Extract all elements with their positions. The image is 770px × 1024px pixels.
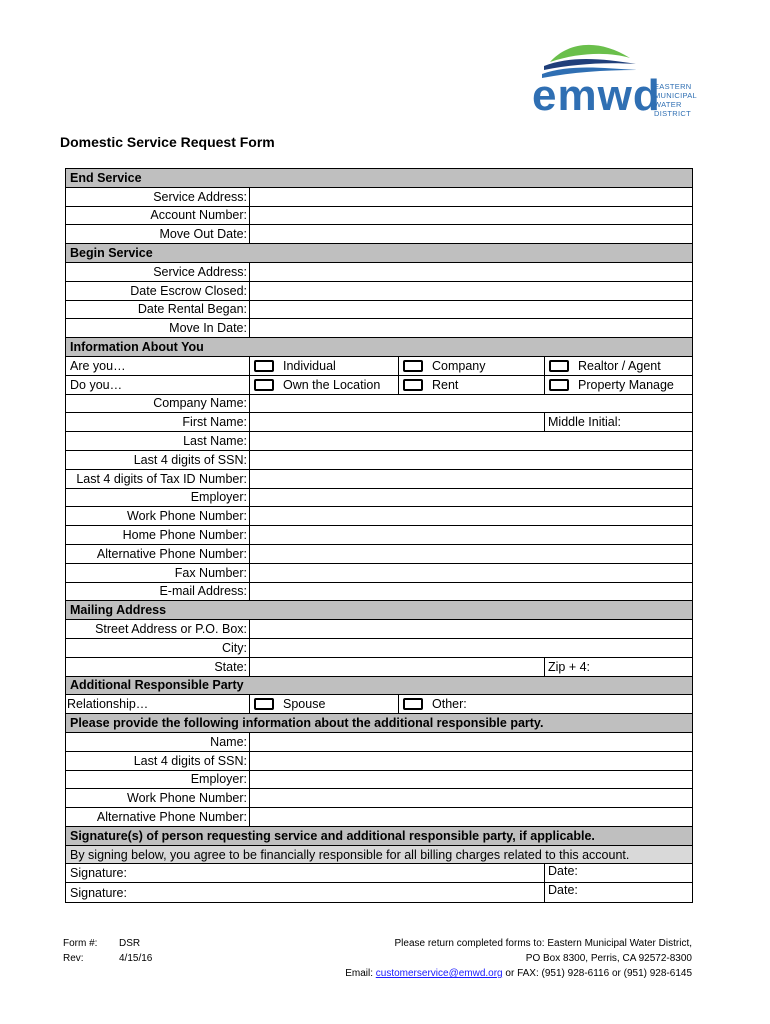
checkbox-icon[interactable] [403,379,423,391]
checkbox-icon[interactable] [403,360,423,372]
signature-header: Signature(s) of person requesting service and additional responsible party, if applicable. [66,827,692,846]
signature-row-1 [66,864,692,883]
field-label: Last 4 digits of SSN: [66,451,250,469]
option-realtor-agent[interactable]: Realtor / Agent [544,357,692,375]
info-header: Information About You [66,338,692,357]
checkbox-icon[interactable] [254,698,274,710]
field-label: Work Phone Number: [66,789,250,807]
field-label: Alternative Phone Number: [66,545,250,563]
first-name-row [66,413,692,432]
field-label: State: [66,658,250,676]
option-rent[interactable]: Rent [398,376,544,394]
resp-name-row [66,733,692,752]
resp-alt-phone-row [66,808,692,827]
field-label: Employer: [66,489,250,507]
checkbox-icon[interactable] [254,379,274,391]
account-number-row [66,207,692,226]
field-label: Last Name: [66,432,250,450]
field-label: Do you… [66,376,250,394]
move-in-date-row [66,319,692,338]
last-name-input[interactable] [250,432,692,450]
mailing-header: Mailing Address [66,601,692,620]
field-label: Service Address: [66,188,250,206]
responsible-subheader: Please provide the following information about the additional responsible party. [66,714,692,733]
alt-phone-input[interactable] [250,545,692,563]
are-you-row [66,357,692,376]
field-label: Date Escrow Closed: [66,282,250,300]
signature-row-2 [66,883,692,902]
resp-employer-input[interactable] [250,771,692,789]
signature-2-field[interactable]: Signature: [70,885,127,900]
move-in-date-input[interactable] [250,319,692,337]
field-label: Fax Number: [66,564,250,582]
end-service-address-row [66,188,692,207]
date-1-field[interactable]: Date: [544,864,692,882]
state-input[interactable] [250,658,544,676]
employer-input[interactable] [250,489,692,507]
field-label: Relationship… [66,695,250,713]
city-row [66,639,692,658]
emwd-logo [532,40,700,120]
form-info: Form #: DSR Rev: 4/15/16 [63,938,153,964]
tax-id-row [66,470,692,489]
begin-service-header: Begin Service [66,244,692,263]
field-label: Name: [66,733,250,751]
begin-service-address-input[interactable] [250,263,692,281]
state-row [66,658,692,677]
checkbox-icon[interactable] [403,698,423,710]
field-label: Home Phone Number: [66,526,250,544]
field-label: E-mail Address: [66,583,250,601]
employer-row [66,489,692,508]
logo-wordmark: emwd [532,71,661,120]
service-request-form [65,168,693,903]
email-link[interactable]: customerservice@emwd.org [375,968,503,979]
resp-ssn-row [66,752,692,771]
fax-input[interactable] [250,564,692,582]
date-rental-began-input[interactable] [250,301,692,319]
option-property-manage[interactable]: Property Manage [544,376,692,394]
field-label: Date Rental Began: [66,301,250,319]
move-out-date-row [66,225,692,244]
date-2-field[interactable]: Date: [544,883,692,902]
home-phone-row [66,526,692,545]
account-number-input[interactable] [250,207,692,225]
option-spouse[interactable]: Spouse [250,695,398,713]
checkbox-icon[interactable] [549,360,569,372]
ssn-row [66,451,692,470]
relationship-row [66,695,692,714]
work-phone-row [66,507,692,526]
date-escrow-closed-row [66,282,692,301]
field-label: Company Name: [66,395,250,413]
field-label: Alternative Phone Number: [66,808,250,826]
resp-alt-phone-input[interactable] [250,808,692,826]
ssn-input[interactable] [250,451,692,469]
form-title: Domestic Service Request Form [60,134,275,150]
resp-name-input[interactable] [250,733,692,751]
home-phone-input[interactable] [250,526,692,544]
street-row [66,620,692,639]
option-other[interactable]: Other: [398,695,692,713]
signature-1-field[interactable]: Signature: [70,866,127,881]
tax-id-input[interactable] [250,470,692,488]
logo-tagline: EASTERN MUNICIPAL WATER DISTRICT [654,82,697,118]
return-instructions: Please return completed forms to: Eastern Municipal Water District, PO Box 8300, Perris, CA 92572-8300 Email: customerservice@emwd.org or FAX: (951) 928-6116 or (951) 928-6145 [345,938,692,979]
work-phone-input[interactable] [250,507,692,525]
email-row [66,583,692,602]
city-input[interactable] [250,639,692,657]
last-name-row [66,432,692,451]
option-company[interactable]: Company [398,357,544,375]
field-label: Move Out Date: [66,225,250,243]
resp-work-phone-input[interactable] [250,789,692,807]
field-label: First Name: [66,413,250,431]
responsible-header: Additional Responsible Party [66,677,692,696]
company-name-row [66,395,692,414]
date-rental-began-row [66,301,692,320]
fax-row [66,564,692,583]
resp-ssn-input[interactable] [250,752,692,770]
checkbox-icon[interactable] [549,379,569,391]
begin-service-address-row [66,263,692,282]
field-label: Account Number: [66,207,250,225]
move-out-date-input[interactable] [250,225,692,243]
email-input[interactable] [250,583,692,601]
option-individual[interactable]: Individual [250,357,398,375]
field-label: Are you… [66,357,250,375]
date-escrow-closed-input[interactable] [250,282,692,300]
alt-phone-row [66,545,692,564]
middle-initial-field[interactable]: Middle Initial: [544,413,692,431]
field-label: Street Address or P.O. Box: [66,620,250,638]
zip-field[interactable]: Zip + 4: [544,658,692,676]
field-label: Service Address: [66,263,250,281]
first-name-input[interactable] [250,413,544,431]
end-service-header: End Service [66,169,692,188]
street-input[interactable] [250,620,692,638]
resp-employer-row [66,771,692,790]
field-label: Move In Date: [66,319,250,337]
company-name-input[interactable] [250,395,692,413]
option-own-location[interactable]: Own the Location [250,376,398,394]
field-label: Employer: [66,771,250,789]
field-label: Work Phone Number: [66,507,250,525]
do-you-row [66,376,692,395]
field-label: City: [66,639,250,657]
signature-agreement: By signing below, you agree to be financially responsible for all billing charges related to this account. [66,846,692,865]
field-label: Last 4 digits of SSN: [66,752,250,770]
end-service-address-input[interactable] [250,188,692,206]
resp-work-phone-row [66,789,692,808]
field-label: Last 4 digits of Tax ID Number: [66,470,250,488]
checkbox-icon[interactable] [254,360,274,372]
